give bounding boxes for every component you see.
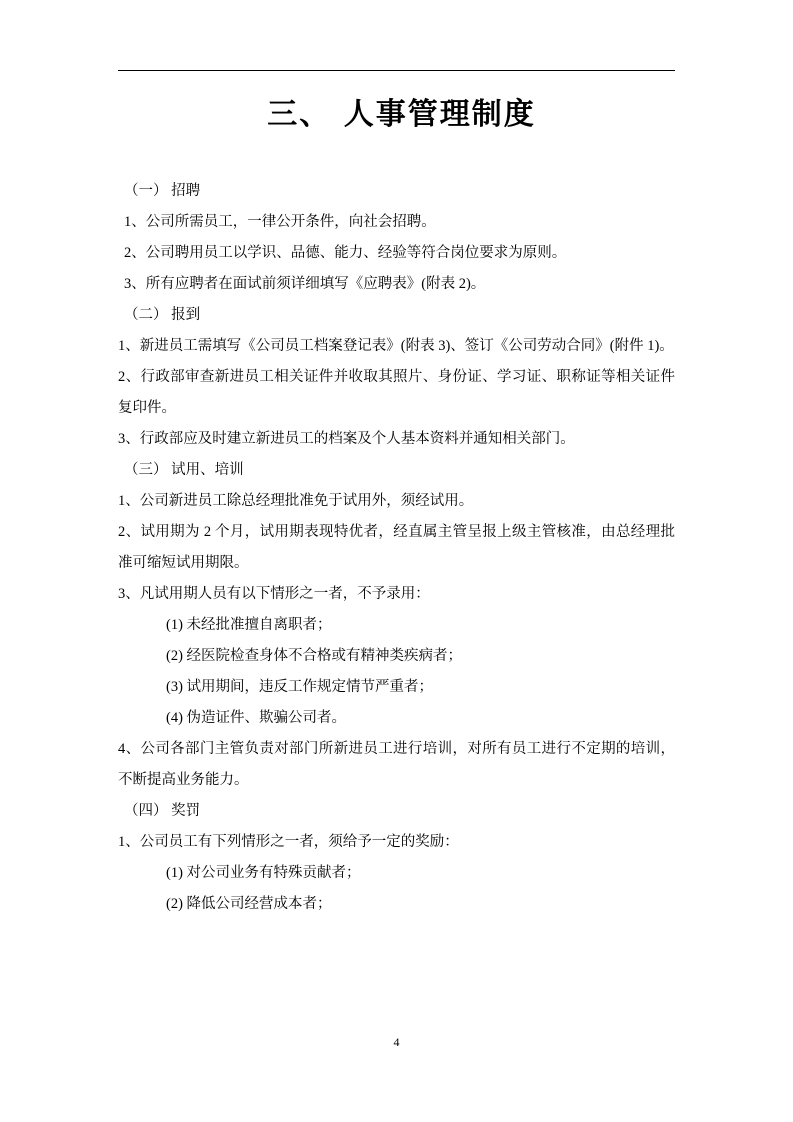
paragraph: 1、新进员工需填写《公司员工档案登记表》(附表 3)、签订《公司劳动合同》(附件 1)。 [118,338,674,354]
paragraph: 1、公司新进员工除总经理批准免于试用外，须经试用。 [118,493,474,509]
list-item: (1) 对公司业务有特殊贡献者； [166,865,361,881]
title-spacer [118,134,675,176]
page-title: 三、 人事管理制度 [267,97,536,132]
paragraph: 2、试用期为 2 个月，试用期表现特优者，经直属主管呈报上级主管核准，由总经理批准可缩短试用期限。 [118,524,675,571]
paragraph: 1、公司所需员工，一律公开条件，向社会招聘。 [124,214,436,230]
section-heading: （四） 奖罚 [124,803,201,819]
paragraph: 1、公司员工有下列情形之一者，须给予一定的奖励： [118,834,459,850]
paragraph: 3、凡试用期人员有以下情形之一者，不予录用： [118,586,430,602]
section-heading: （三） 试用、培训 [124,462,244,478]
paragraph: 4、公司各部门主管负责对部门所新进员工进行培训，对所有员工进行不定期的培训，不断提高业务能力。 [118,741,675,788]
list-item: (4) 伪造证件、欺骗公司者。 [166,710,347,726]
paragraph-list [118,176,675,920]
header-divider [118,70,675,71]
paragraph: 3、行政部应及时建立新进员工的档案及个人基本资料并通知相关部门。 [118,431,575,447]
paragraph: 3、所有应聘者在面试前须详细填写《应聘表》(附表 2)。 [124,276,486,292]
page-number: 4 [393,1035,400,1049]
list-item: (3) 试用期间，违反工作规定情节严重者； [166,679,434,695]
document-body [118,0,675,920]
list-item: (2) 经医院检查身体不合格或有精神类疾病者； [166,648,463,664]
paragraph: 2、行政部审查新进员工相关证件并收取其照片、身份证、学习证、职称证等相关证件复印件。 [118,369,675,416]
section-heading: （二） 报到 [124,307,201,323]
list-item: (2) 降低公司经营成本者； [166,896,332,912]
section-heading: （一） 招聘 [124,183,201,199]
list-item: (1) 未经批准擅自离职者； [166,617,332,633]
paragraph: 2、公司聘用员工以学识、品德、能力、经验等符合岗位要求为原则。 [124,245,567,261]
